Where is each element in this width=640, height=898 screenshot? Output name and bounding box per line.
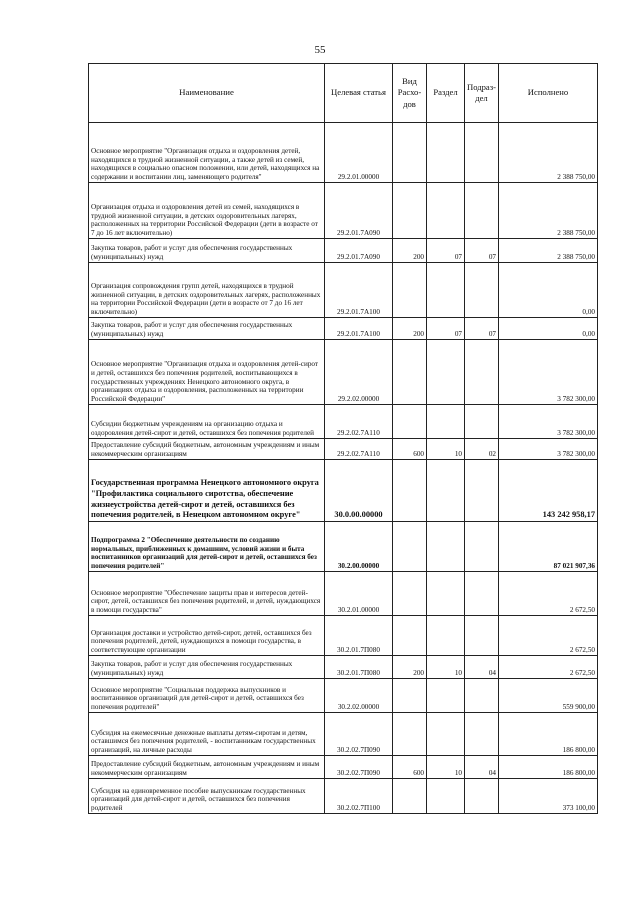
row-expense-type <box>393 405 427 439</box>
row-section <box>427 616 465 656</box>
row-expense-type <box>393 779 427 814</box>
row-target-article: 30.2.01.00000 <box>325 572 393 616</box>
row-expense-type <box>393 616 427 656</box>
row-amount: 2 672,50 <box>499 616 598 656</box>
row-section <box>427 460 465 522</box>
header-subsection: Подраз-дел <box>465 64 499 123</box>
row-amount: 3 782 300,00 <box>499 340 598 405</box>
row-name: Подпрограмма 2 "Обеспечение деятельности по созданию нормальных, приближенных к домашним, условий жизни и быта воспитанников организаций для детей-сирот и детей, оставшихся без попечения родителей" <box>89 522 325 572</box>
row-section <box>427 713 465 756</box>
row-amount: 0,00 <box>499 263 598 318</box>
header-target-article: Целевая статья <box>325 64 393 123</box>
row-target-article: 30.2.02.7П090 <box>325 713 393 756</box>
row-expense-type <box>393 183 427 239</box>
row-amount: 559 900,00 <box>499 679 598 713</box>
row-section: 07 <box>427 239 465 263</box>
budget-execution-table <box>88 63 598 814</box>
row-target-article: 30.0.00.00000 <box>325 460 393 522</box>
table-header-row <box>89 64 598 123</box>
row-section <box>427 779 465 814</box>
row-name: Организация доставки и устройство детей-сирот, детей, оставшихся без попечения родителей, детей, нуждающихся в помощи государства, в соответствующие организации <box>89 616 325 656</box>
table-row <box>89 263 598 318</box>
row-amount: 143 242 958,17 <box>499 460 598 522</box>
row-amount: 2 388 750,00 <box>499 123 598 183</box>
row-expense-type: 600 <box>393 756 427 779</box>
row-subsection: 02 <box>465 439 499 460</box>
row-name: Основное мероприятие "Организация отдыха и оздоровления детей-сирот и детей, оставшихся без попечения родителей, воспитывающихся в государственных учреждениях Ненецкого автономного округа, в организациях отдыха и оздоровления, расположенных на территории Российской Федерации" <box>89 340 325 405</box>
table-row <box>89 405 598 439</box>
table-row <box>89 572 598 616</box>
row-expense-type: 200 <box>393 318 427 340</box>
row-name: Основное мероприятие "Обеспечение защиты прав и интересов детей-сирот, детей, оставшихся без попечения родителей, и детей, нуждающихся в помощи государства" <box>89 572 325 616</box>
row-subsection <box>465 522 499 572</box>
row-section: 10 <box>427 756 465 779</box>
header-section: Раздел <box>427 64 465 123</box>
row-name: Закупка товаров, работ и услуг для обеспечения государственных (муниципальных) нужд <box>89 656 325 679</box>
row-amount: 2 672,50 <box>499 656 598 679</box>
page-number: 55 <box>314 44 326 56</box>
row-subsection <box>465 183 499 239</box>
table-row <box>89 460 598 522</box>
table-row <box>89 439 598 460</box>
row-target-article: 30.2.02.00000 <box>325 679 393 713</box>
table-row <box>89 656 598 679</box>
row-section: 07 <box>427 318 465 340</box>
row-target-article: 30.2.02.7П090 <box>325 756 393 779</box>
row-expense-type <box>393 522 427 572</box>
row-subsection <box>465 405 499 439</box>
row-section <box>427 123 465 183</box>
row-section <box>427 522 465 572</box>
row-target-article: 30.2.00.00000 <box>325 522 393 572</box>
row-section <box>427 183 465 239</box>
row-amount: 87 021 907,36 <box>499 522 598 572</box>
row-expense-type <box>393 460 427 522</box>
row-name: Субсидия на единовременное пособие выпускникам государственных организаций для детей-сирот и детей, оставшихся без попечения родителей <box>89 779 325 814</box>
row-target-article: 29.2.01.7А100 <box>325 318 393 340</box>
row-expense-type <box>393 713 427 756</box>
row-name: Закупка товаров, работ и услуг для обеспечения государственных (муниципальных) нужд <box>89 318 325 340</box>
row-subsection <box>465 340 499 405</box>
row-target-article: 30.2.01.7П080 <box>325 656 393 679</box>
row-expense-type <box>393 679 427 713</box>
row-expense-type: 600 <box>393 439 427 460</box>
header-expense-type: Вид Расхо-дов <box>393 64 427 123</box>
row-expense-type <box>393 340 427 405</box>
row-subsection: 07 <box>465 318 499 340</box>
table-row <box>89 779 598 814</box>
row-target-article: 29.2.01.7А090 <box>325 239 393 263</box>
row-name: Субсидии бюджетным учреждениям на организацию отдыха и оздоровления детей-сирот и детей, оставшихся без попечения родителей <box>89 405 325 439</box>
row-section <box>427 679 465 713</box>
row-subsection: 04 <box>465 756 499 779</box>
row-target-article: 29.2.02.00000 <box>325 340 393 405</box>
row-amount: 2 388 750,00 <box>499 183 598 239</box>
row-expense-type <box>393 263 427 318</box>
row-amount: 2 388 750,00 <box>499 239 598 263</box>
table-row <box>89 318 598 340</box>
row-amount: 186 800,00 <box>499 756 598 779</box>
row-expense-type <box>393 572 427 616</box>
row-subsection <box>465 713 499 756</box>
row-section <box>427 405 465 439</box>
row-name: Организация сопровождения групп детей, находящихся в трудной жизненной ситуации, в детских оздоровительных лагерях, расположенных на территории Российской Федерации (дети в возрасте от 7 до 16 лет включительно) <box>89 263 325 318</box>
row-section <box>427 340 465 405</box>
row-section <box>427 572 465 616</box>
row-subsection <box>465 123 499 183</box>
row-amount: 3 782 300,00 <box>499 439 598 460</box>
row-amount: 373 100,00 <box>499 779 598 814</box>
header-name: Наименование <box>89 64 325 123</box>
table-row <box>89 616 598 656</box>
row-subsection <box>465 679 499 713</box>
row-name: Закупка товаров, работ и услуг для обеспечения государственных (муниципальных) нужд <box>89 239 325 263</box>
row-expense-type: 200 <box>393 656 427 679</box>
table-row <box>89 679 598 713</box>
table-row <box>89 239 598 263</box>
row-expense-type: 200 <box>393 239 427 263</box>
header-executed: Исполнено <box>499 64 598 123</box>
row-name: Субсидия на ежемесячные денежные выплаты детям-сиротам и детям, оставшимся без попечения родителей, - воспитанникам государственных организаций, на личные расходы <box>89 713 325 756</box>
table-row <box>89 713 598 756</box>
row-section: 10 <box>427 656 465 679</box>
row-amount: 2 672,50 <box>499 572 598 616</box>
row-amount: 0,00 <box>499 318 598 340</box>
row-amount: 3 782 300,00 <box>499 405 598 439</box>
row-subsection: 04 <box>465 656 499 679</box>
row-section: 10 <box>427 439 465 460</box>
row-subsection: 07 <box>465 239 499 263</box>
row-target-article: 29.2.02.7А110 <box>325 405 393 439</box>
row-target-article: 29.2.02.7А110 <box>325 439 393 460</box>
row-name: Государственная программа Ненецкого автономного округа "Профилактика социального сиротства, обеспечение жизнеустройства детей-сирот и детей, оставшихся без попечения родителей, в Ненецком автономном округе" <box>89 460 325 522</box>
row-amount: 186 800,00 <box>499 713 598 756</box>
table-row <box>89 340 598 405</box>
row-name: Предоставление субсидий бюджетным, автономным учреждениям и иным некоммерческим организациям <box>89 439 325 460</box>
row-target-article: 30.2.02.7П100 <box>325 779 393 814</box>
row-name: Предоставление субсидий бюджетным, автономным учреждениям и иным некоммерческим организациям <box>89 756 325 779</box>
table-row <box>89 183 598 239</box>
row-name: Основное мероприятие "Социальная поддержка выпускников и воспитанников организаций для детей-сирот и детей, оставшихся без попечения родителей" <box>89 679 325 713</box>
table-row <box>89 522 598 572</box>
row-target-article: 29.2.01.7А100 <box>325 263 393 318</box>
row-target-article: 30.2.01.7П080 <box>325 616 393 656</box>
row-subsection <box>465 263 499 318</box>
row-subsection <box>465 779 499 814</box>
row-subsection <box>465 460 499 522</box>
row-name: Основное мероприятие "Организация отдыха и оздоровления детей, находящихся в трудной жизненной ситуации, а также детей из семей, находящихся в социально опасном положении, или детей, находящихся на содержании и воспитании лиц, заменяющего родителя" <box>89 123 325 183</box>
row-target-article: 29.2.01.7А090 <box>325 183 393 239</box>
row-subsection <box>465 616 499 656</box>
table-row <box>89 756 598 779</box>
table-row <box>89 123 598 183</box>
row-name: Организация отдыха и оздоровления детей из семей, находящихся в трудной жизненной ситуации, в детских оздоровительных лагерях, расположенных на территории Российской Федерации (дети в возрасте от 7 до 16 лет включительно) <box>89 183 325 239</box>
row-section <box>427 263 465 318</box>
row-expense-type <box>393 123 427 183</box>
row-target-article: 29.2.01.00000 <box>325 123 393 183</box>
row-subsection <box>465 572 499 616</box>
